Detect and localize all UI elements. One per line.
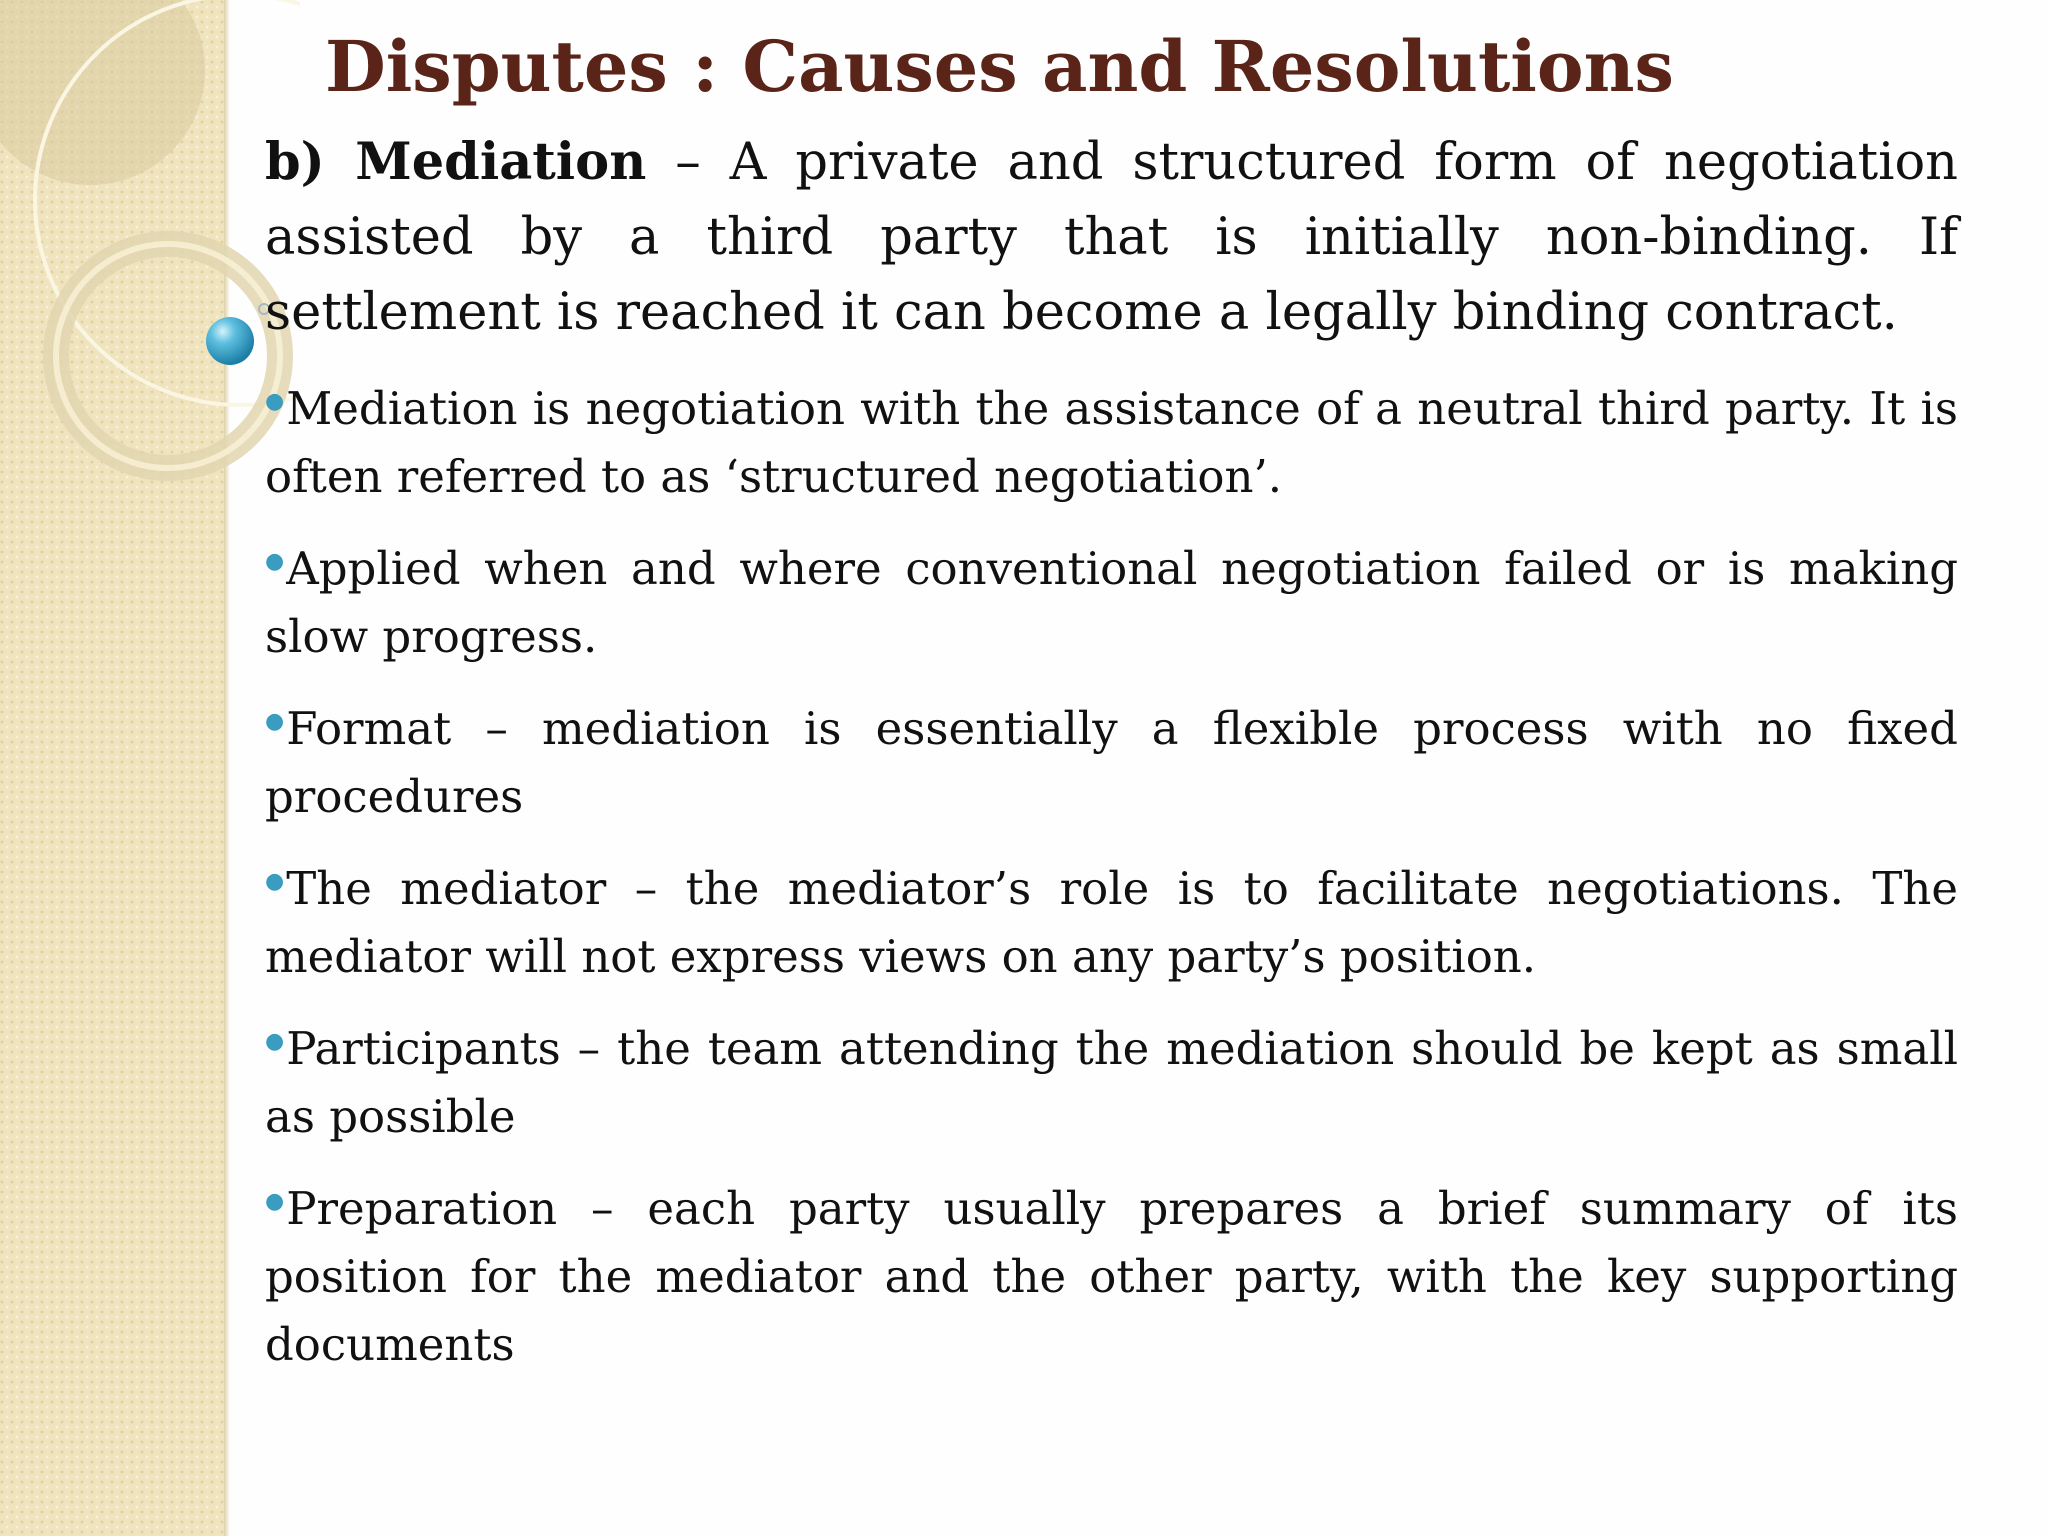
list-item-text: Applied when and where conventional negotiation failed or is making slow progress. <box>265 542 1958 663</box>
list-item-text: Mediation is negotiation with the assistance of a neutral third party. It is often referred to as ‘structured negotiation’. <box>265 382 1958 503</box>
list-item-text: Participants – the team attending the mediation should be kept as small as possible <box>265 1022 1958 1143</box>
list-item-text: The mediator – the mediator’s role is to facilitate negotiations. The mediator will not express views on any party’s position. <box>265 862 1958 983</box>
list-item <box>265 1168 1958 1379</box>
slide-title: Disputes : Causes and Resolutions <box>325 25 1674 108</box>
bullet-dot-icon: ● <box>265 709 285 734</box>
mediation-definition <box>265 125 1958 350</box>
bullet-list <box>265 368 1958 1379</box>
bullet-dot-icon: ● <box>265 1189 285 1214</box>
list-item-text: Format – mediation is essentially a flexible process with no fixed procedures <box>265 702 1958 823</box>
decorative-side-panel <box>0 0 226 1536</box>
bullet-dot-icon: ● <box>265 1029 285 1054</box>
slide-body <box>265 125 1958 1396</box>
bullet-dot-icon: ● <box>265 389 285 414</box>
definition-label: b) Mediation <box>265 132 647 192</box>
panel-divider <box>224 0 230 1536</box>
list-item <box>265 1008 1958 1151</box>
list-item <box>265 368 1958 511</box>
bullet-dot-icon: ● <box>265 549 285 574</box>
list-item <box>265 848 1958 991</box>
definition-text: – A private and structured form of negotiation assisted by a third party that is initially non-binding. If settlement is reached it can become a legally binding contract. <box>265 133 1958 342</box>
list-item-text: Preparation – each party usually prepares a brief summary of its position for the mediator and the other party, with the key supporting documents <box>265 1182 1958 1371</box>
list-item <box>265 528 1958 671</box>
list-item <box>265 688 1958 831</box>
bullet-dot-icon: ● <box>265 869 285 894</box>
